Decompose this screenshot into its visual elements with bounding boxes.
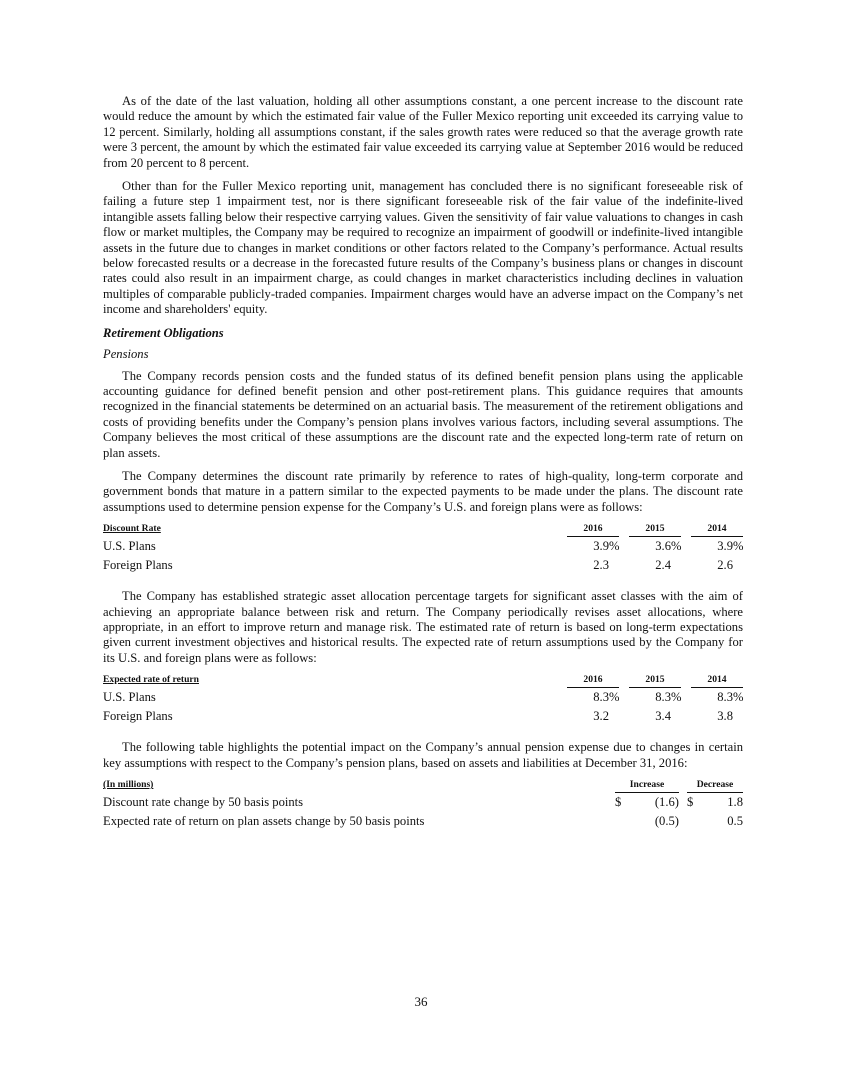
row-label: U.S. Plans <box>103 689 156 704</box>
paragraph-pension-costs: The Company records pension costs and the funded status of its defined benefit pension plans using the applicable accounting guidance for defined benefit pension and other post-retirement plans. This guidance requires that amounts recognized in the financial statements be determined on an actuarial basis. The measurement of the retirement obligations and costs of providing benefits under the Company’s pension plans involves various factors, including several assumptions. The Company believes the most critical of these assumptions are the discount rate and the expected long-term rate of return on plan assets. <box>103 368 743 460</box>
increase-header: Increase <box>615 779 679 793</box>
table-header-row <box>103 523 743 537</box>
cell-value: 3.2 <box>593 709 609 724</box>
table-row <box>103 707 743 726</box>
percent-sign: % <box>609 690 620 705</box>
cell-value: 3.6 <box>655 539 671 554</box>
currency-symbol: $ <box>687 795 694 809</box>
percent-sign: % <box>609 539 620 554</box>
discount-rate-table <box>103 523 743 575</box>
cell-value: 8.3 <box>717 690 733 705</box>
cell-value: 0.5 <box>727 814 743 828</box>
table-label: Expected rate of return <box>103 674 199 686</box>
cell-value: 2.3 <box>593 558 609 573</box>
cell-value: 3.9 <box>593 539 609 554</box>
row-label: Discount rate change by 50 basis points <box>103 794 304 809</box>
percent-sign: % <box>671 539 682 554</box>
cell-value: (0.5) <box>654 814 679 828</box>
percent-sign: % <box>671 690 682 705</box>
row-label: Foreign Plans <box>103 709 173 724</box>
table-header-row <box>103 674 743 688</box>
percent-sign: % <box>733 539 744 554</box>
paragraph-impact-intro: The following table highlights the potential impact on the Company’s annual pension expense due to changes in certain key assumptions with respect to the Company’s pension plans, based on assets and liabilities at December 31, 2016: <box>103 740 743 770</box>
page-number: 36 <box>414 994 428 1009</box>
paragraph-valuation-sensitivity: As of the date of the last valuation, holding all other assumptions constant, a one percent increase to the discount rate would reduce the amount by which the estimated fair value of the Fuller Mexico reporting unit exceeded its carrying value to 12 percent. Similarly, holding all assumptions constant, if the sales growth rates were reduced so that the average growth rate were 3 percent, the amount by which the estimated fair value exceeded its carrying value at September 2016 would be reduced from 20 percent to 8 percent. <box>103 94 743 170</box>
year-header: 2016 <box>567 674 619 688</box>
cell-value: 2.4 <box>655 558 671 573</box>
table-header-row <box>103 779 743 793</box>
year-header: 2015 <box>629 674 681 688</box>
cell-value: 3.8 <box>717 709 733 724</box>
table-row <box>103 688 743 708</box>
year-header: 2014 <box>691 674 743 688</box>
table-row <box>103 556 743 575</box>
expected-return-table <box>103 674 743 726</box>
cell-value: 2.6 <box>717 558 733 573</box>
subheading-pensions: Pensions <box>103 347 149 362</box>
table-row <box>103 793 743 813</box>
decrease-header: Decrease <box>687 779 743 793</box>
cell-value: 1.8 <box>727 795 743 809</box>
table-row <box>103 537 743 557</box>
row-label: Foreign Plans <box>103 558 173 573</box>
cell-value: 3.9 <box>717 539 733 554</box>
cell-value: 3.4 <box>655 709 671 724</box>
paragraph-discount-rate: The Company determines the discount rate primarily by reference to rates of high-quality, long-term corporate and government bonds that mature in a pattern similar to the expected payments to be made under the plans. The discount rate assumptions used to determine pension expense for the Company’s U.S. and foreign plans were as follows: <box>103 468 743 514</box>
section-heading-retirement-obligations: Retirement Obligations <box>103 325 224 340</box>
paragraph-asset-allocation: The Company has established strategic asset allocation percentage targets for significant asset classes with the aim of achieving an appropriate balance between risk and return. The Company periodically revises asset allocations, where appropriate, in an effort to improve return and manage risk. The estimated rate of return is based on long-term expectations given current investment objectives and historical results. The expected rate of return assumptions used by the Company for its U.S. and foreign plans were as follows: <box>103 589 743 665</box>
pension-impact-table <box>103 779 743 831</box>
table-label: (In millions) <box>103 779 154 791</box>
table-label: Discount Rate <box>103 523 161 535</box>
row-label: U.S. Plans <box>103 538 156 553</box>
cell-value: (1.6) <box>654 795 679 809</box>
paragraph-impairment-risk: Other than for the Fuller Mexico reporting unit, management has concluded there is no significant foreseeable risk of failing a future step 1 impairment test, nor is there significant foreseeable risk of the fair value of the indefinite-lived intangible assets falling below their respective carrying values. Given the sensitivity of fair value valuations to changes in cash flow or market multiples, the Company may be required to recognize an impairment of goodwill or indefinite-lived intangible assets in the future due to changes in market conditions or other factors related to the Company’s performance. Actual results below forecasted results or a decrease in the forecasted future results of the Company’s business plans or changes in discount rates could also result in an impairment charge, as could changes in market characteristics including declines in valuation multiples of comparable publicly-traded companies. Impairment charges would have an adverse impact on the Company’s net income and shareholders' equity. <box>103 179 743 317</box>
year-header: 2016 <box>567 523 619 537</box>
percent-sign: % <box>733 690 744 705</box>
currency-symbol: $ <box>615 795 622 809</box>
year-header: 2015 <box>629 523 681 537</box>
cell-value: 8.3 <box>655 690 671 705</box>
row-label: Expected rate of return on plan assets change by 50 basis points <box>103 814 425 828</box>
year-header: 2014 <box>691 523 743 537</box>
document-page <box>103 94 743 845</box>
cell-value: 8.3 <box>593 690 609 705</box>
table-row <box>103 812 743 831</box>
